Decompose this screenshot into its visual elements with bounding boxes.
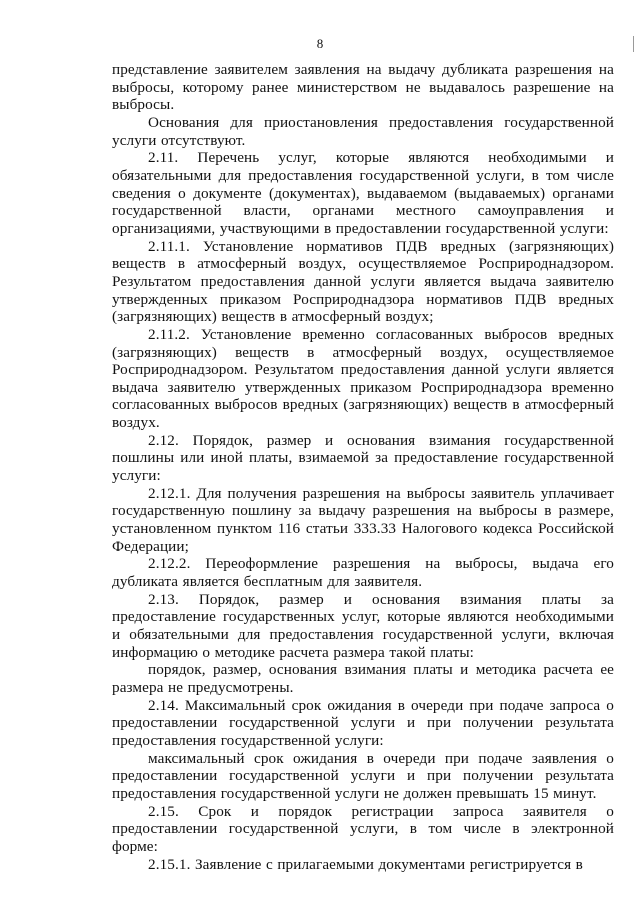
paragraph-2-11-2: 2.11.2. Установление временно согласованных выбросов вредных (загрязняющих) веществ в атмосферный воздух, осуществляемое Росприроднадзором. Результатом предоставления данной услуги является выдача заявителю утвержденных приказом Росприроднадзора временно согласованных выбросов вредных (загрязняющих) веществ в атмосферный воздух. xyxy=(112,325,614,432)
paragraph-2-14: 2.14. Максимальный срок ожидания в очереди при подаче запроса о предоставлении государственной услуги и при получении результата предоставления государственной услуги: xyxy=(112,696,614,749)
paragraph-2-12: 2.12. Порядок, размер и основания взимания государственной пошлины или иной платы, взимаемой за предоставление государственной услуги: xyxy=(112,431,614,485)
paragraph-continuation: представление заявителем заявления на выдачу дубликата разрешения на выбросы, которому ранее министерством не выдавалось разрешение на выбросы. xyxy=(112,61,614,114)
paragraph-2-15: 2.15. Срок и порядок регистрации запроса заявителя о предоставлении государственной услуги, в том числе в электронной форме: xyxy=(112,802,614,855)
document-body xyxy=(112,61,614,873)
paragraph-2-12-1: 2.12.1. Для получения разрешения на выбросы заявитель уплачивает государственную пошлину за выдачу разрешения на выбросы в размере, установленном пунктом 116 статьи 333.33 Налогового кодекса Российской Федерации; xyxy=(112,484,614,555)
paragraph-2-14-answer: максимальный срок ожидания в очереди при подаче заявления о предоставлении государственной услуги и при получении результата предоставления государственной услуги не должен превышать 15 минут. xyxy=(112,749,614,802)
paragraph-2-13-answer: порядок, размер, основания взимания платы и методика расчета ее размера не предусмотрены. xyxy=(112,661,614,696)
paragraph-2-11: 2.11. Перечень услуг, которые являются необходимыми и обязательными для предоставления государственной услуги, в том числе сведения о документе (документах), выдаваемом (выдаваемых) органами государственной власти, органами местного самоуправления и организациями, участвующими в предоставлении государственной услуги: xyxy=(112,149,614,237)
paragraph-2-13: 2.13. Порядок, размер и основания взимания платы за предоставление государственных услуг, которые являются необходимыми и обязательными для предоставления государственной услуги, включая информацию о методике расчета размера такой платы: xyxy=(112,590,614,661)
paragraph-2-15-1: 2.15.1. Заявление с прилагаемыми документами регистрируется в xyxy=(148,855,583,873)
paragraph-2-12-2: 2.12.2. Переоформление разрешения на выбросы, выдача его дубликата является бесплатным для заявителя. xyxy=(112,555,614,591)
paragraph-suspension-grounds: Основания для приостановления предоставления государственной услуги отсутствуют. xyxy=(112,113,614,149)
scan-edge-mark xyxy=(633,36,634,52)
page-number: 8 xyxy=(316,36,324,51)
paragraph-2-11-1: 2.11.1. Установление нормативов ПДВ вредных (загрязняющих) веществ в атмосферный воздух, осуществляемое Росприроднадзором. Результатом предоставления данной услуги является выдача заявителю утвержденных приказом Росприроднадзора нормативов ПДВ вредных (загрязняющих) веществ в атмосферный воздух; xyxy=(112,237,614,326)
